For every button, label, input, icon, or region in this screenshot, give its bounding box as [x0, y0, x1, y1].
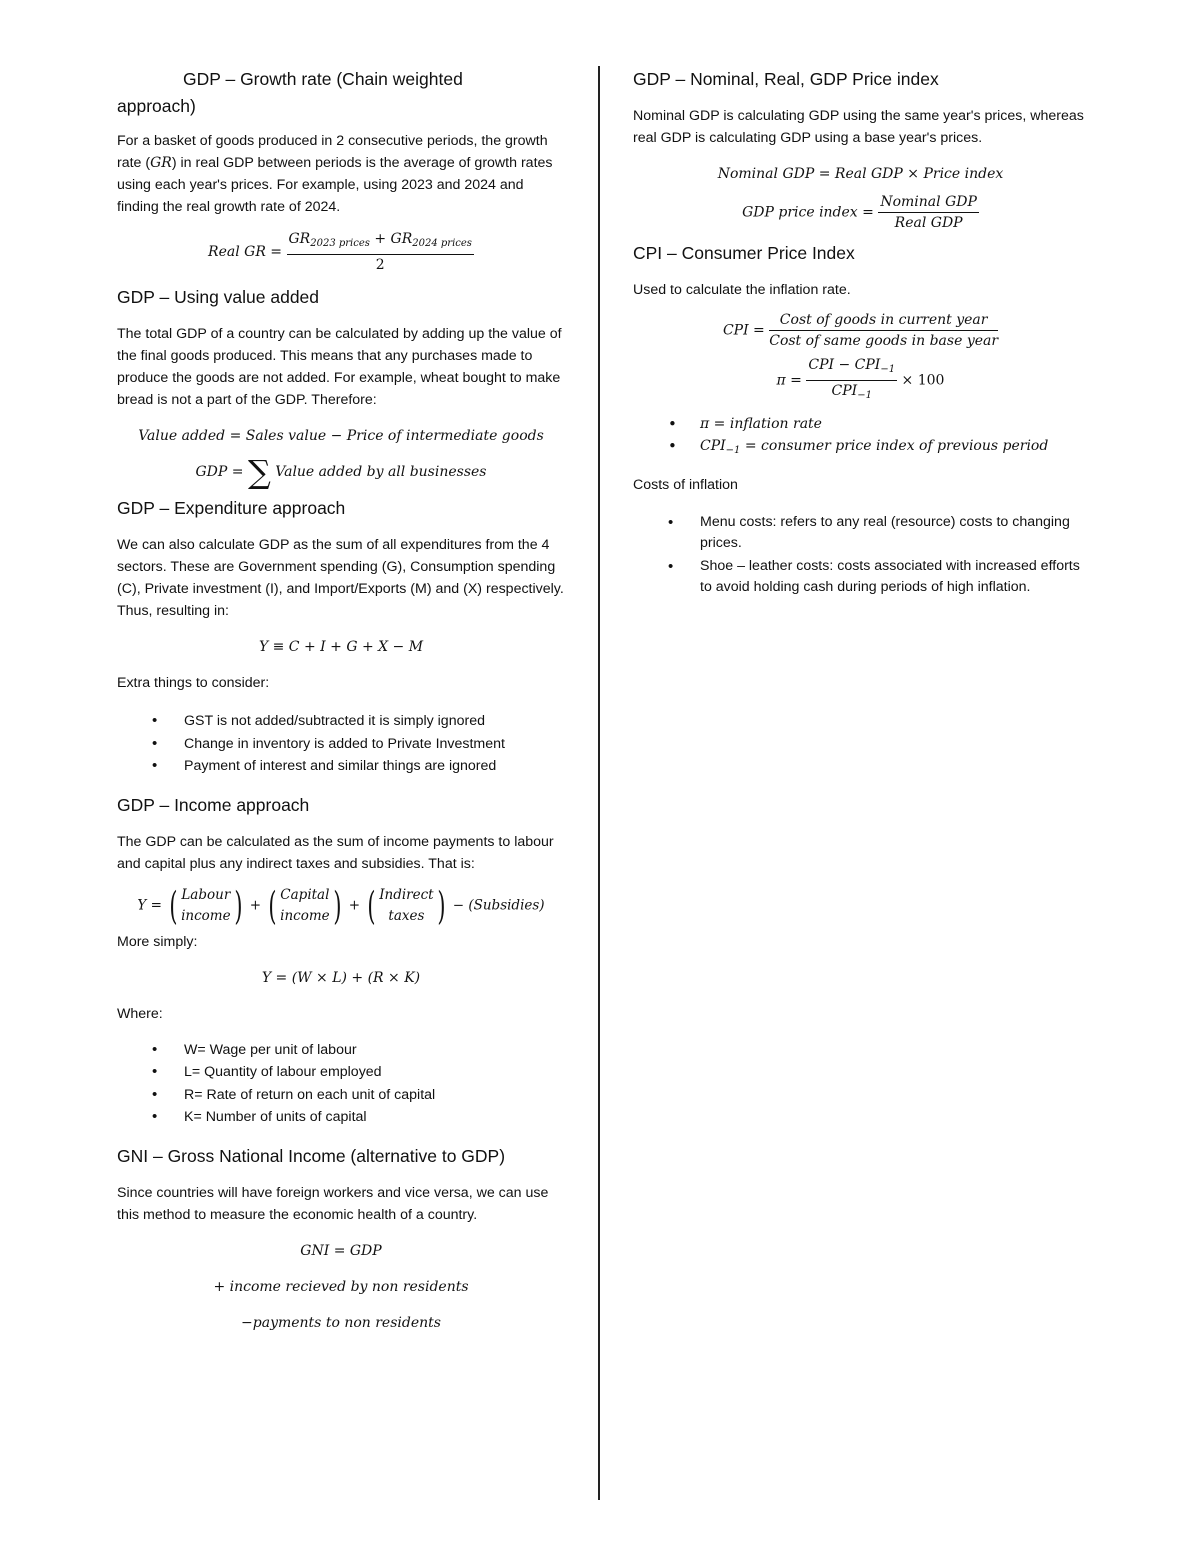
income-variables-list — [117, 1039, 565, 1129]
list-item: • Change in inventory is added to Private Investment — [184, 733, 565, 756]
left-column — [117, 66, 565, 1334]
income-equation: Y = ( Labour income) + ( Capital income) + ( Indirect taxes ) − (Subsidies) — [137, 883, 545, 928]
inflation-definitions-list — [633, 413, 1088, 462]
value-added-paragraph: The total GDP of a country can be calculated by adding up the value of the final goods produced. This means that any purchases made to produce the goods are not added. For example, wheat bought to make bread is not a part of the GDP. Therefore: — [117, 326, 562, 408]
extra-considerations-label: Extra things to consider: — [117, 675, 270, 691]
gni-paragraph: Since countries will have foreign workers and vice versa, we can use this method to measure the economic health of a country. — [117, 1184, 549, 1223]
extra-considerations-list — [117, 710, 565, 778]
gni-equation-line3: −payments to non residents — [241, 1314, 441, 1331]
income-paragraph: The GDP can be calculated as the sum of income payments to labour and capital plus any indirect taxes and subsidies. That is: — [117, 833, 554, 872]
list-item: • Shoe – leather costs: costs associated with increased efforts to avoid holding cash during periods of high inflation. — [700, 556, 1088, 598]
list-item: • $CPI_{-1}$ = consumer price index of previous period — [700, 435, 1088, 462]
gdp-sum-equation: GDP = ∑ Value added by all businesses — [195, 453, 487, 491]
cpi-heading: CPI – Consumer Price Index — [633, 243, 855, 263]
expenditure-heading: GDP – Expenditure approach — [117, 498, 346, 518]
list-item: • W= Wage per unit of labour — [184, 1039, 565, 1062]
real-gr-equation: Real GR = $\frac{GR_{2023 prices} + GR_{2024 prices}}{2}$ — [208, 231, 472, 273]
expenditure-paragraph: We can also calculate GDP as the sum of all expenditures from the 4 sectors. These are Government spending (G), Consumption spending (C), Private investment (I), and Import/Exports (M) and (X) respectively. Thus, resulting in: — [117, 537, 564, 619]
right-column — [633, 66, 1088, 598]
column-divider — [598, 66, 600, 1500]
list-item: • R= Rate of return on each unit of capital — [184, 1084, 565, 1107]
nominal-gdp-equation: Nominal GDP = Real GDP × Price index — [717, 166, 1004, 182]
expenditure-equation: Y ≡ C + I + G + X − M — [258, 639, 424, 655]
growth-rate-heading-cont: approach) — [117, 96, 196, 116]
growth-rate-paragraph: For a basket of goods produced in 2 consecutive periods, the growth rate (GR) in real GDP between periods is the average of growth rates using each year's prices. For example, using 2023 and 2024 and finding the real growth rate of 2024. — [117, 133, 553, 215]
list-item: • Payment of interest and similar things are ignored — [184, 755, 565, 778]
list-item: • π = inflation rate — [700, 413, 1088, 435]
gni-equation-line2: + income recieved by non residents — [213, 1278, 469, 1295]
gdp-price-index-equation: GDP price index = $\frac{\text{Nominal GDP}}{\text{Real GDP}}$ — [742, 194, 977, 231]
growth-rate-heading: GDP – Growth rate (Chain weighted — [183, 69, 463, 89]
gni-equation-line1: GNI = GDP — [300, 1242, 382, 1259]
where-label: Where: — [117, 1005, 163, 1022]
list-item: • GST is not added/subtracted it is simply ignored — [184, 710, 565, 733]
more-simply-label: More simply: — [117, 933, 198, 950]
income-heading: GDP – Income approach — [117, 794, 310, 815]
nominal-real-paragraph: Nominal GDP is calculating GDP using the same year's prices, whereas real GDP is calculating GDP using a base year's prices. — [633, 108, 1084, 146]
list-item: • K= Number of units of capital — [184, 1106, 565, 1129]
list-item: • L= Quantity of labour employed — [184, 1061, 565, 1084]
nominal-real-heading: GDP – Nominal, Real, GDP Price index — [633, 69, 939, 89]
gni-heading: GNI – Gross National Income (alternative to GDP) — [117, 1145, 506, 1166]
cpi-equation: CPI = $\frac{\text{Cost of goods in current year}}{\text{Cost of same goods in base year}}$ — [722, 312, 999, 349]
cpi-paragraph: Used to calculate the inflation rate. — [633, 282, 851, 298]
real-gr-fraction: $\frac{GR_{2023 prices} + GR_{2024 prices}}{2}$ — [288, 231, 472, 273]
costs-of-inflation-list — [633, 512, 1088, 598]
inflation-equation: π = $\frac{CPI - CPI_{-1}}{CPI_{-1}}$ × 100 — [776, 357, 945, 401]
list-item: • Menu costs: refers to any real (resource) costs to changing prices. — [700, 512, 1088, 554]
value-added-equation: Value added = Sales value − Price of intermediate goods — [138, 428, 544, 444]
value-added-heading: GDP – Using value added — [117, 287, 320, 307]
costs-of-inflation-label: Costs of inflation — [633, 477, 738, 493]
income-simple-equation: Y = (W × L) + (R × K) — [261, 969, 421, 986]
